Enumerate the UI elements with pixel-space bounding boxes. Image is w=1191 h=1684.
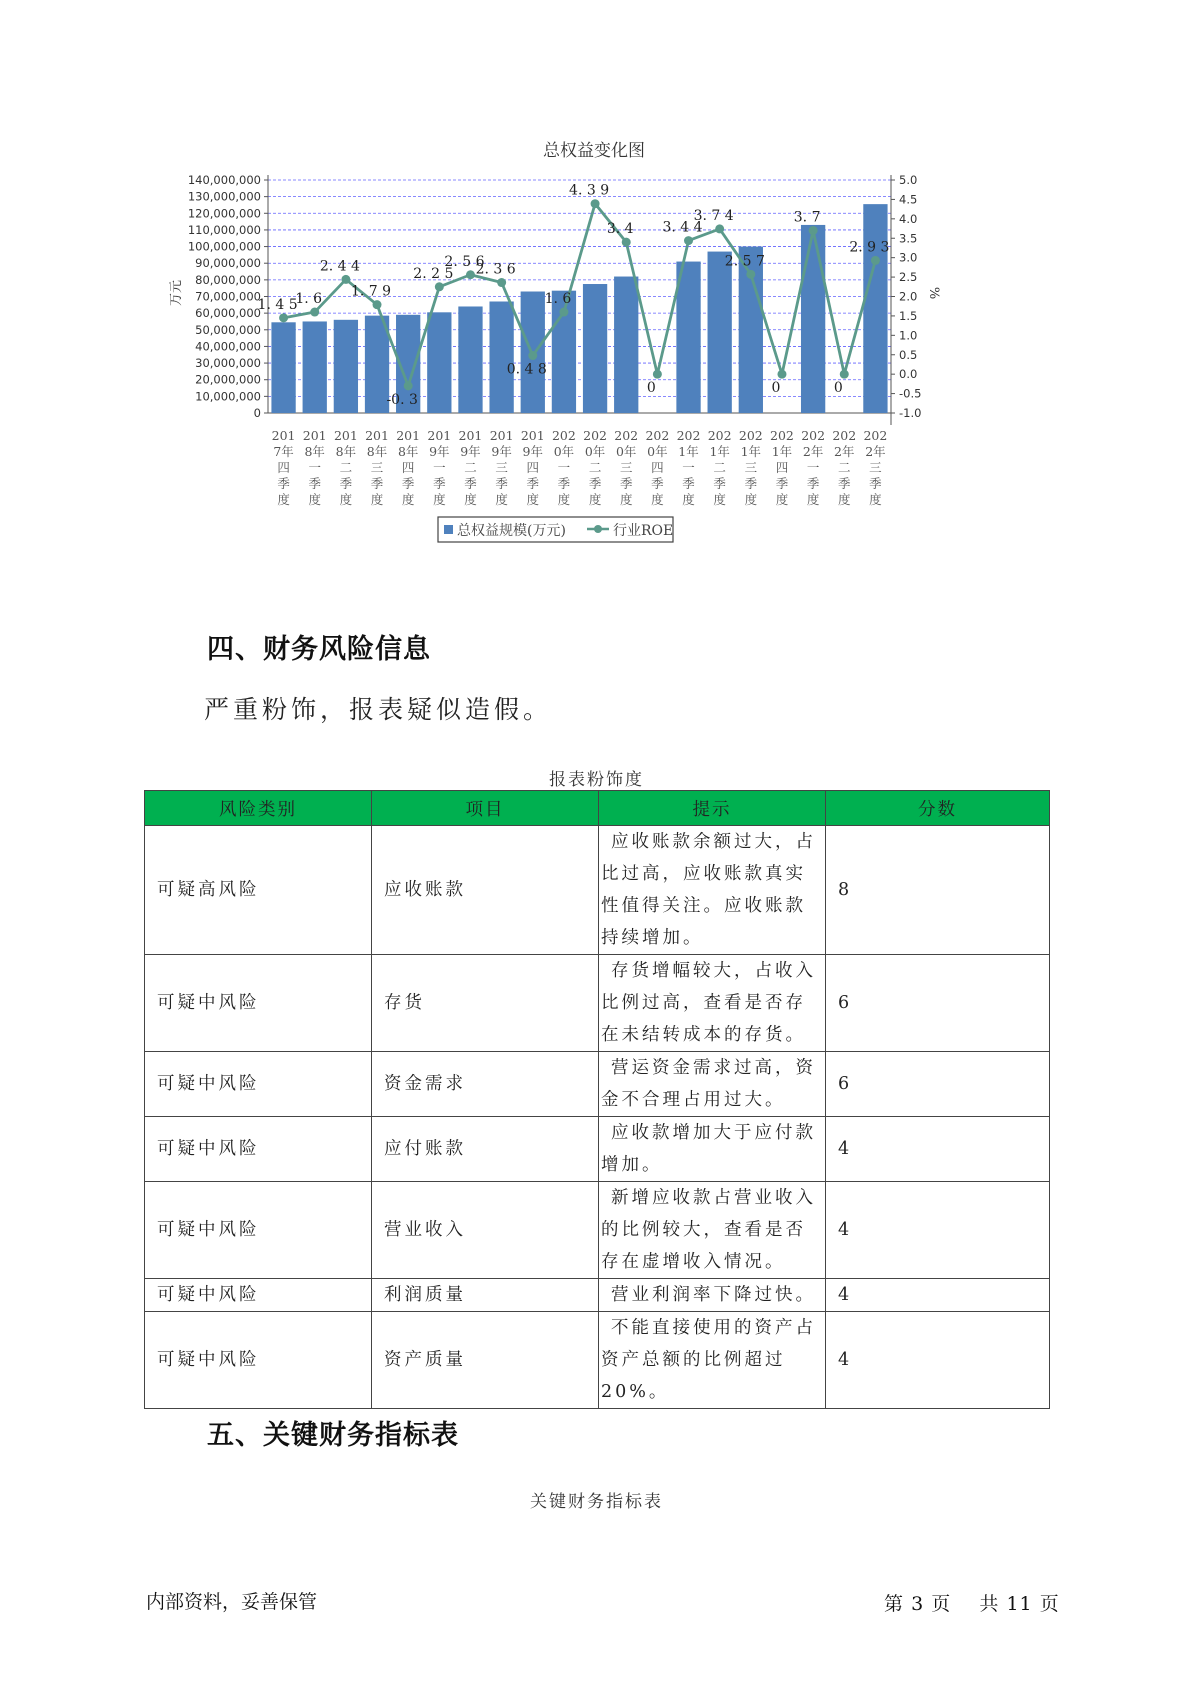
x-tick-label: 202 <box>583 428 608 443</box>
x-tick-label: 季 <box>277 476 290 491</box>
y-left-tick-label: 100,000,000 <box>187 239 261 254</box>
x-tick-label: 度 <box>775 492 789 507</box>
x-tick-label: 度 <box>806 492 820 507</box>
x-tick-label: 2年 <box>865 444 886 459</box>
row-hint <box>599 1117 826 1182</box>
x-tick-label: 季 <box>526 476 540 491</box>
x-tick-label: 一 <box>806 460 820 475</box>
y-right-tick-label: -1.0 <box>899 406 922 420</box>
x-tick-label: 一 <box>557 460 571 475</box>
x-tick-label: 季 <box>401 476 415 491</box>
x-tick-label: 度 <box>869 492 882 507</box>
x-tick-label: 9年 <box>491 444 512 459</box>
x-tick-label: 度 <box>557 492 571 507</box>
x-tick-label: 季 <box>495 476 508 491</box>
x-tick-label: 201 <box>458 428 483 443</box>
page-num: 3 <box>911 1593 925 1615</box>
y-right-tick-label: 3.0 <box>899 250 918 265</box>
x-tick-label: 一 <box>308 460 321 475</box>
x-tick-label: 0年 <box>615 444 637 459</box>
x-tick-label: 季 <box>713 476 726 491</box>
x-tick-label: 0年 <box>553 444 575 459</box>
section5-heading: 五、关键财务指标表 <box>207 1420 459 1451</box>
x-tick-label: 度 <box>339 492 353 507</box>
x-tick-label: 度 <box>401 492 415 507</box>
row-hint <box>599 1182 826 1279</box>
roe-point <box>622 238 631 247</box>
roe-point <box>591 199 600 208</box>
x-tick-label: 2年 <box>802 444 824 459</box>
x-tick-label: 季 <box>838 476 851 491</box>
x-tick-label: 9年 <box>522 444 544 459</box>
row-hint-text: 应收款增加大于应付款增加。 <box>601 1123 816 1175</box>
x-tick-label: 二 <box>713 460 726 475</box>
y-right-tick-label: 2.0 <box>899 289 918 304</box>
x-tick-label: 8年 <box>304 444 325 459</box>
bar <box>583 284 607 413</box>
x-tick-label: 7年 <box>273 444 294 459</box>
x-tick-label: 一 <box>682 460 695 475</box>
y-left-tick-label: 40,000,000 <box>195 339 261 354</box>
roe-data-label: 2. 9 3 <box>849 239 890 256</box>
roe-data-label: 3. 4 <box>606 221 634 238</box>
y-right-tick-label: 0.5 <box>899 347 918 362</box>
x-tick-label: 1年 <box>709 444 730 459</box>
roe-point <box>715 224 724 233</box>
x-tick-label: 季 <box>557 476 571 491</box>
row-score: 4 <box>826 1279 1050 1312</box>
x-tick-label: 度 <box>464 492 477 507</box>
x-tick-label: 202 <box>801 428 826 443</box>
x-tick-label: 度 <box>619 492 633 507</box>
row-score: 4 <box>826 1182 1050 1279</box>
roe-data-label: 2. 5 6 <box>444 253 485 270</box>
key-indicator-table-caption: 关键财务指标表 <box>530 1492 663 1512</box>
roe-data-label: 3. 4 4 <box>662 219 703 236</box>
row-item: 资产质量 <box>372 1312 599 1409</box>
row-hint <box>599 1052 826 1117</box>
row-category: 可疑中风险 <box>145 1312 372 1409</box>
roe-data-label: 1. 6 <box>544 291 572 308</box>
x-tick-label: 季 <box>433 476 446 491</box>
row-hint-text: 不能直接使用的资产占资产总额的比例超过20%。 <box>601 1318 816 1402</box>
x-tick-label: 度 <box>370 492 384 507</box>
row-category: 可疑中风险 <box>145 955 372 1052</box>
x-tick-label: 季 <box>619 476 633 491</box>
x-tick-label: 季 <box>744 476 758 491</box>
y-left-tick-label: 80,000,000 <box>195 272 261 287</box>
risk-table-header <box>145 791 1050 826</box>
x-tick-label: 季 <box>308 476 321 491</box>
x-tick-label: 9年 <box>429 444 450 459</box>
total-suffix: 页 <box>1039 1593 1060 1615</box>
header-score: 分数 <box>826 791 1050 826</box>
table-row <box>145 1052 1050 1117</box>
row-item: 营业收入 <box>372 1182 599 1279</box>
roe-point <box>404 381 413 390</box>
table-row <box>145 826 1050 955</box>
equity-chart <box>160 130 1040 590</box>
x-tick-label: 季 <box>682 476 695 491</box>
risk-table-caption: 报表粉饰度 <box>549 770 644 790</box>
page-mid: 页 <box>931 1593 952 1615</box>
x-tick-label: 度 <box>495 492 508 507</box>
row-item: 应收账款 <box>372 826 599 955</box>
y-left-tick-label: 140,000,000 <box>187 173 261 187</box>
x-tick-label: 三 <box>744 460 758 475</box>
x-tick-label: 8年 <box>335 444 357 459</box>
row-category: 可疑中风险 <box>145 1279 372 1312</box>
header-item: 项目 <box>372 791 599 826</box>
y-left-tick-label: 90,000,000 <box>195 256 261 271</box>
x-tick-label: 9年 <box>460 444 481 459</box>
roe-point <box>279 313 288 322</box>
bar <box>489 301 513 413</box>
row-hint <box>599 1312 826 1409</box>
y-left-tick-label: 60,000,000 <box>195 306 261 321</box>
x-tick-label: 季 <box>588 476 602 491</box>
x-tick-label: 202 <box>863 428 888 443</box>
roe-point <box>435 282 444 291</box>
x-tick-label: 度 <box>526 492 540 507</box>
row-hint <box>599 1279 826 1312</box>
roe-data-label: 3. 7 <box>793 209 821 226</box>
x-tick-label: 202 <box>707 428 732 443</box>
roe-data-label: -0. 3 <box>386 391 418 408</box>
x-tick-label: 201 <box>427 428 452 443</box>
y-right-tick-label: 5.0 <box>899 173 918 187</box>
x-tick-label: 1年 <box>678 444 699 459</box>
table-row <box>145 1279 1050 1312</box>
roe-data-label: 1. 7 9 <box>350 283 392 300</box>
x-tick-label: 201 <box>302 428 327 443</box>
roe-data-label: 1. 6 <box>295 291 323 308</box>
x-tick-label: 四 <box>651 460 664 475</box>
bar <box>427 312 451 413</box>
roe-point <box>871 256 880 265</box>
x-tick-label: 季 <box>339 476 353 491</box>
bar <box>271 322 295 413</box>
x-tick-label: 202 <box>645 428 670 443</box>
x-tick-label: 0年 <box>584 444 606 459</box>
x-tick-label: 三 <box>495 460 508 475</box>
x-tick-label: 202 <box>738 428 763 443</box>
row-category: 可疑中风险 <box>145 1052 372 1117</box>
x-tick-label: 度 <box>588 492 602 507</box>
roe-point <box>653 370 662 379</box>
y-right-tick-label: 1.0 <box>899 328 918 343</box>
x-tick-label: 8年 <box>366 444 388 459</box>
legend-bar-swatch <box>444 525 453 534</box>
y-right-tick-label: 4.5 <box>899 192 918 207</box>
bar <box>676 262 700 413</box>
roe-point <box>777 370 786 379</box>
x-tick-label: 度 <box>744 492 758 507</box>
row-score: 6 <box>826 1052 1050 1117</box>
roe-point <box>497 278 506 287</box>
roe-data-label: 2. 3 6 <box>475 261 516 278</box>
row-hint-text: 营业利润率下降过快。 <box>611 1285 816 1305</box>
x-tick-label: 201 <box>333 428 358 443</box>
x-tick-label: 度 <box>713 492 726 507</box>
table-row <box>145 955 1050 1052</box>
section4-summary: 严重粉饰，报表疑似造假。 <box>204 695 553 724</box>
roe-data-label: 2. 4 4 <box>319 258 360 275</box>
x-tick-label: 2年 <box>834 444 855 459</box>
x-tick-label: 202 <box>551 428 576 443</box>
row-hint-text: 营运资金需求过高，资金不合理占用过大。 <box>601 1058 816 1110</box>
total-prefix: 共 <box>979 1593 1000 1615</box>
x-tick-label: 度 <box>651 492 664 507</box>
y-right-tick-label: 1.5 <box>899 308 918 323</box>
roe-point <box>840 370 849 379</box>
x-tick-label: 四 <box>775 460 789 475</box>
chart-title: 总权益变化图 <box>543 141 645 161</box>
y-left-tick-label: 120,000,000 <box>187 206 261 221</box>
roe-point <box>466 270 475 279</box>
roe-data-label: 0 <box>646 380 656 397</box>
x-tick-label: 201 <box>271 428 296 443</box>
y-left-tick-label: 50,000,000 <box>195 322 261 337</box>
page-prefix: 第 <box>884 1593 905 1615</box>
x-tick-label: 0年 <box>647 444 668 459</box>
row-hint <box>599 826 826 955</box>
roe-point <box>559 308 568 317</box>
roe-point <box>528 351 537 360</box>
x-tick-label: 度 <box>682 492 695 507</box>
bar <box>863 204 887 413</box>
row-score: 8 <box>826 826 1050 955</box>
roe-data-label: 0 <box>833 380 843 397</box>
row-item: 应付账款 <box>372 1117 599 1182</box>
row-item: 资金需求 <box>372 1052 599 1117</box>
y-left-tick-label: 20,000,000 <box>195 372 261 387</box>
footer-page-number <box>884 1589 1060 1616</box>
total-num: 11 <box>1006 1593 1033 1615</box>
roe-data-label: 4. 3 9 <box>569 182 610 199</box>
footer-confidential: 内部资料，妥善保管 <box>146 1591 318 1613</box>
chart-legend <box>438 517 673 542</box>
bar <box>458 306 482 413</box>
x-tick-label: 度 <box>838 492 851 507</box>
x-tick-label: 二 <box>838 460 851 475</box>
x-tick-label: 季 <box>806 476 820 491</box>
x-tick-label: 三 <box>869 460 882 475</box>
y-left-tick-label: 0 <box>253 406 261 420</box>
table-row <box>145 1117 1050 1182</box>
x-tick-label: 四 <box>526 460 540 475</box>
x-tick-label: 度 <box>277 492 290 507</box>
section4-heading: 四、财务风险信息 <box>207 634 431 665</box>
legend-line-marker <box>594 525 602 533</box>
roe-data-label: 2. 2 5 <box>413 265 454 282</box>
y-left-tick-label: 10,000,000 <box>195 389 261 404</box>
roe-data-label: 2. 5 7 <box>724 253 765 270</box>
x-tick-label: 三 <box>370 460 384 475</box>
x-tick-label: 1年 <box>740 444 762 459</box>
y-right-tick-label: 2.5 <box>899 270 918 285</box>
x-tick-label: 四 <box>277 460 290 475</box>
x-tick-label: 四 <box>401 460 415 475</box>
x-tick-label: 201 <box>365 428 389 443</box>
x-tick-label: 季 <box>370 476 384 491</box>
roe-point <box>373 300 382 309</box>
roe-point <box>684 236 693 245</box>
x-tick-label: 201 <box>520 428 545 443</box>
x-tick-label: 201 <box>396 428 421 443</box>
legend-bar-label: 总权益规模(万元) <box>457 523 566 539</box>
row-score: 4 <box>826 1312 1050 1409</box>
x-tick-label: 二 <box>464 460 477 475</box>
table-row <box>145 1312 1050 1409</box>
y-right-tick-label: -0.5 <box>899 386 922 401</box>
x-tick-label: 二 <box>339 460 353 475</box>
x-tick-label: 202 <box>676 428 701 443</box>
y-right-tick-label: 3.5 <box>899 231 918 246</box>
x-tick-label: 季 <box>651 476 664 491</box>
roe-point <box>809 226 818 235</box>
y-left-tick-label: 30,000,000 <box>195 356 261 371</box>
roe-data-label: 3. 7 4 <box>693 207 734 224</box>
row-hint-text: 新增应收款占营业收入的比例较大，查看是否存在虚增收入情况。 <box>601 1188 816 1272</box>
row-category: 可疑高风险 <box>145 826 372 955</box>
roe-point <box>746 270 755 279</box>
x-tick-label: 季 <box>869 476 882 491</box>
row-hint-text: 应收账款余额过大，占比过高，应收账款真实性值得关注。应收账款持续增加。 <box>601 832 816 948</box>
roe-point <box>341 275 350 284</box>
row-hint <box>599 955 826 1052</box>
roe-data-label: 0 <box>771 380 781 397</box>
bar <box>801 225 825 413</box>
x-tick-label: 度 <box>308 492 321 507</box>
x-tick-label: 季 <box>775 476 789 491</box>
row-item: 利润质量 <box>372 1279 599 1312</box>
roe-point <box>310 308 319 317</box>
header-hint: 提示 <box>599 791 826 826</box>
y-axis-left-label: 万元 <box>169 279 184 307</box>
header-category: 风险类别 <box>145 791 372 826</box>
x-tick-label: 202 <box>614 428 639 443</box>
bar <box>303 321 327 413</box>
x-tick-label: 度 <box>433 492 446 507</box>
risk-table <box>144 790 1050 1409</box>
x-tick-label: 1年 <box>771 444 793 459</box>
bar <box>334 320 358 413</box>
bar <box>614 277 638 413</box>
y-left-tick-label: 130,000,000 <box>187 189 261 204</box>
row-score: 6 <box>826 955 1050 1052</box>
y-left-tick-label: 110,000,000 <box>187 222 261 237</box>
row-score: 4 <box>826 1117 1050 1182</box>
x-tick-label: 一 <box>433 460 446 475</box>
legend-line-label: 行业ROE <box>613 523 674 539</box>
row-item: 存货 <box>372 955 599 1052</box>
x-tick-label: 202 <box>832 428 857 443</box>
x-tick-label: 季 <box>464 476 477 491</box>
roe-data-label: 0. 4 8 <box>506 361 547 378</box>
x-tick-label: 二 <box>588 460 602 475</box>
row-category: 可疑中风险 <box>145 1182 372 1279</box>
roe-data-label: 1. 4 5 <box>257 296 298 313</box>
row-category: 可疑中风险 <box>145 1117 372 1182</box>
x-tick-label: 8年 <box>397 444 419 459</box>
table-row <box>145 1182 1050 1279</box>
y-left-tick-label: 70,000,000 <box>195 289 261 304</box>
y-right-tick-label: 0.0 <box>899 367 918 382</box>
y-right-tick-label: 4.0 <box>899 211 918 226</box>
x-tick-label: 三 <box>619 460 633 475</box>
x-tick-label: 202 <box>770 428 794 443</box>
x-tick-label: 201 <box>489 428 514 443</box>
chart-x-ticks <box>272 428 888 507</box>
row-hint-text: 存货增幅较大，占收入比例过高，查看是否存在未结转成本的存货。 <box>601 961 816 1045</box>
y-axis-right-label: % <box>926 286 941 300</box>
bar <box>708 252 732 413</box>
